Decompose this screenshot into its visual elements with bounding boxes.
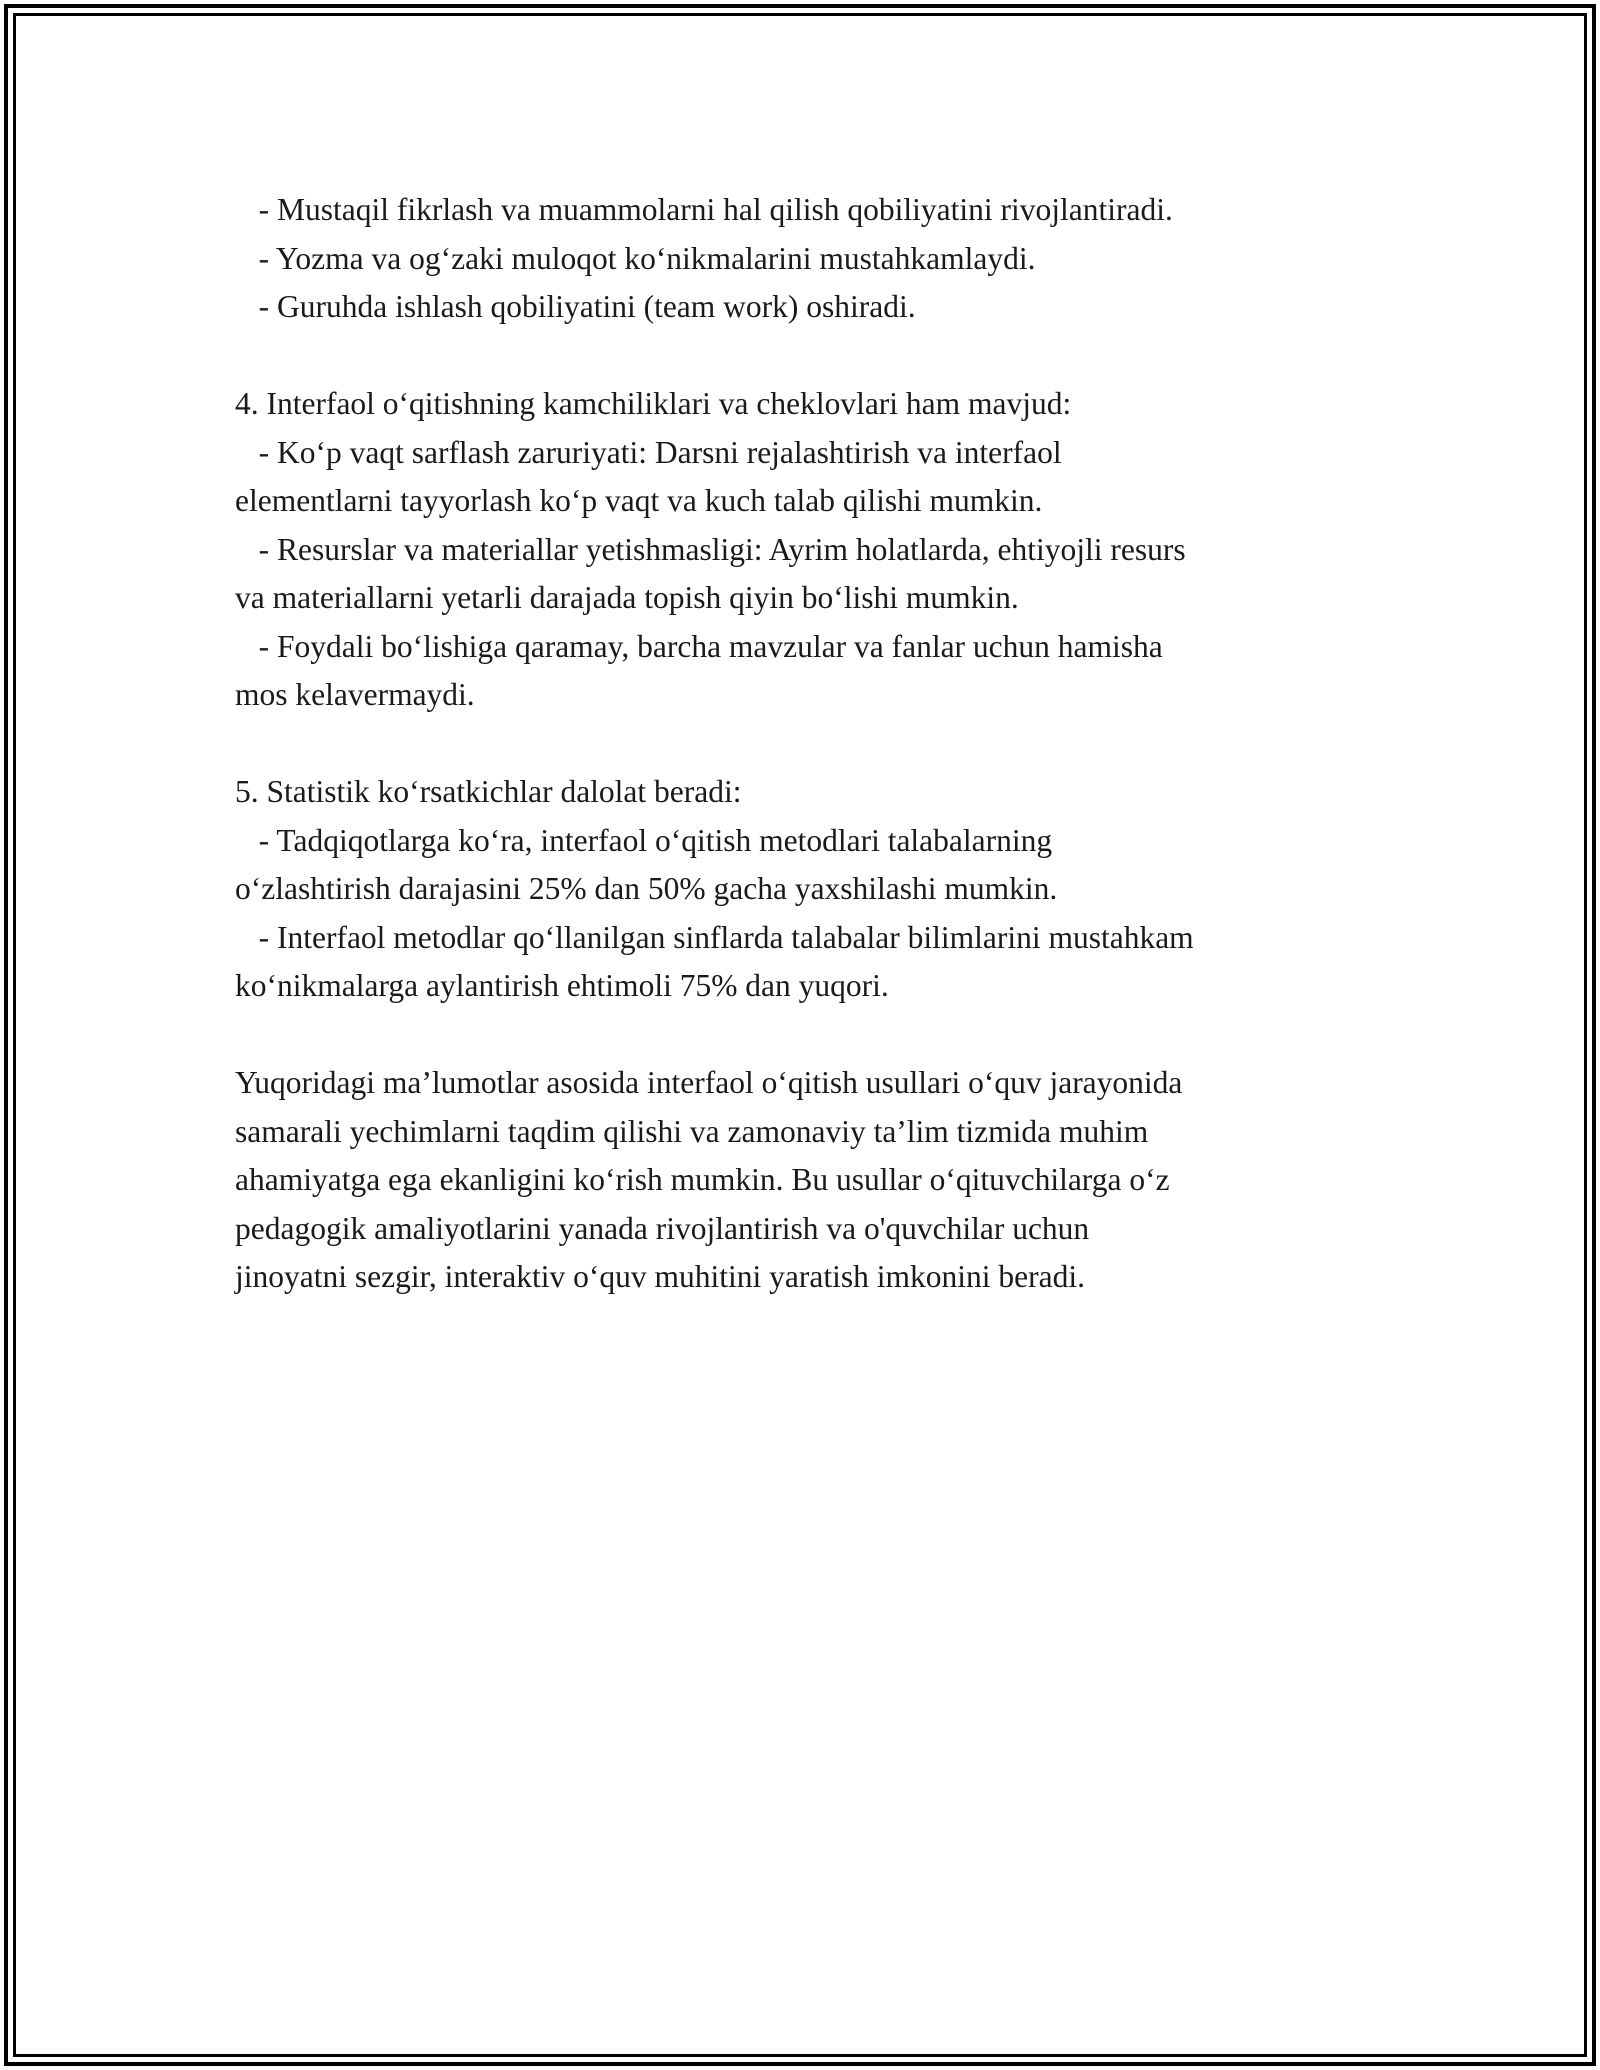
bullet-skills-probability-cont: ko‘nikmalarga aylantirish ehtimoli 75% dan yuqori.: [235, 968, 889, 1003]
paragraph-spacer: [235, 720, 1375, 769]
bullet-resources: - Resurslar va materiallar yetishmasligi: Ayrim holatlarda, ehtiyojli resurs: [235, 531, 1186, 567]
conclusion-line-5: jinoyatni sezgir, interaktiv o‘quv muhitini yaratish imkonini beradi.: [235, 1259, 1085, 1294]
bullet-not-universal-cont: mos kelavermaydi.: [235, 677, 475, 712]
section-5-heading: 5. Statistik ko‘rsatkichlar dalolat beradi:: [235, 774, 742, 809]
conclusion-line-3: ahamiyatga ega ekanligini ko‘rish mumkin. Bu usullar o‘qituvchilarga o‘z: [235, 1162, 1170, 1197]
section-4-heading: 4. Interfaol o‘qitishning kamchiliklari va cheklovlari ham mavjud:: [235, 386, 1072, 421]
bullet-not-universal: - Foydali bo‘lishiga qaramay, barcha mavzular va fanlar uchun hamisha: [235, 628, 1163, 664]
bullet-time-cost-cont: elementlarni tayyorlash ko‘p vaqt va kuch talab qilishi mumkin.: [235, 483, 1043, 518]
bullet-research-cont: o‘zlashtirish darajasini 25% dan 50% gacha yaxshilashi mumkin.: [235, 871, 1058, 906]
bullet-time-cost: - Ko‘p vaqt sarflash zaruriyati: Darsni rejalashtirish va interfaol: [235, 434, 1062, 470]
conclusion-line-1: Yuqoridagi ma’lumotlar asosida interfaol o‘qitish usullari o‘quv jarayonida: [235, 1065, 1183, 1100]
conclusion-line-2: samarali yechimlarni taqdim qilishi va zamonaviy ta’lim tizmida muhim: [235, 1113, 1149, 1149]
bullet-independent-thinking: - Mustaqil fikrlash va muammolarni hal qilish qobiliyatini rivojlantiradi.: [235, 192, 1173, 227]
bullet-communication-skills: - Yozma va og‘zaki muloqot ko‘nikmalarini mustahkamlaydi.: [235, 240, 1036, 276]
bullet-resources-cont: va materiallarni yetarli darajada topish qiyin bo‘lishi mumkin.: [235, 580, 1019, 615]
bullet-skills-probability: - Interfaol metodlar qo‘llanilgan sinflarda talabalar bilimlarini mustahkam: [235, 919, 1194, 955]
paragraph-spacer: [235, 332, 1375, 381]
paragraph-spacer: [235, 1011, 1375, 1060]
document-body: [235, 186, 1375, 1302]
conclusion-line-4: pedagogik amaliyotlarini yanada rivojlantirish va o'quvchilar uchun: [235, 1210, 1090, 1246]
bullet-research: - Tadqiqotlarga ko‘ra, interfaol o‘qitish metodlari talabalarning: [235, 822, 1053, 858]
bullet-team-work: - Guruhda ishlash qobiliyatini (team work) oshiradi.: [235, 289, 916, 324]
